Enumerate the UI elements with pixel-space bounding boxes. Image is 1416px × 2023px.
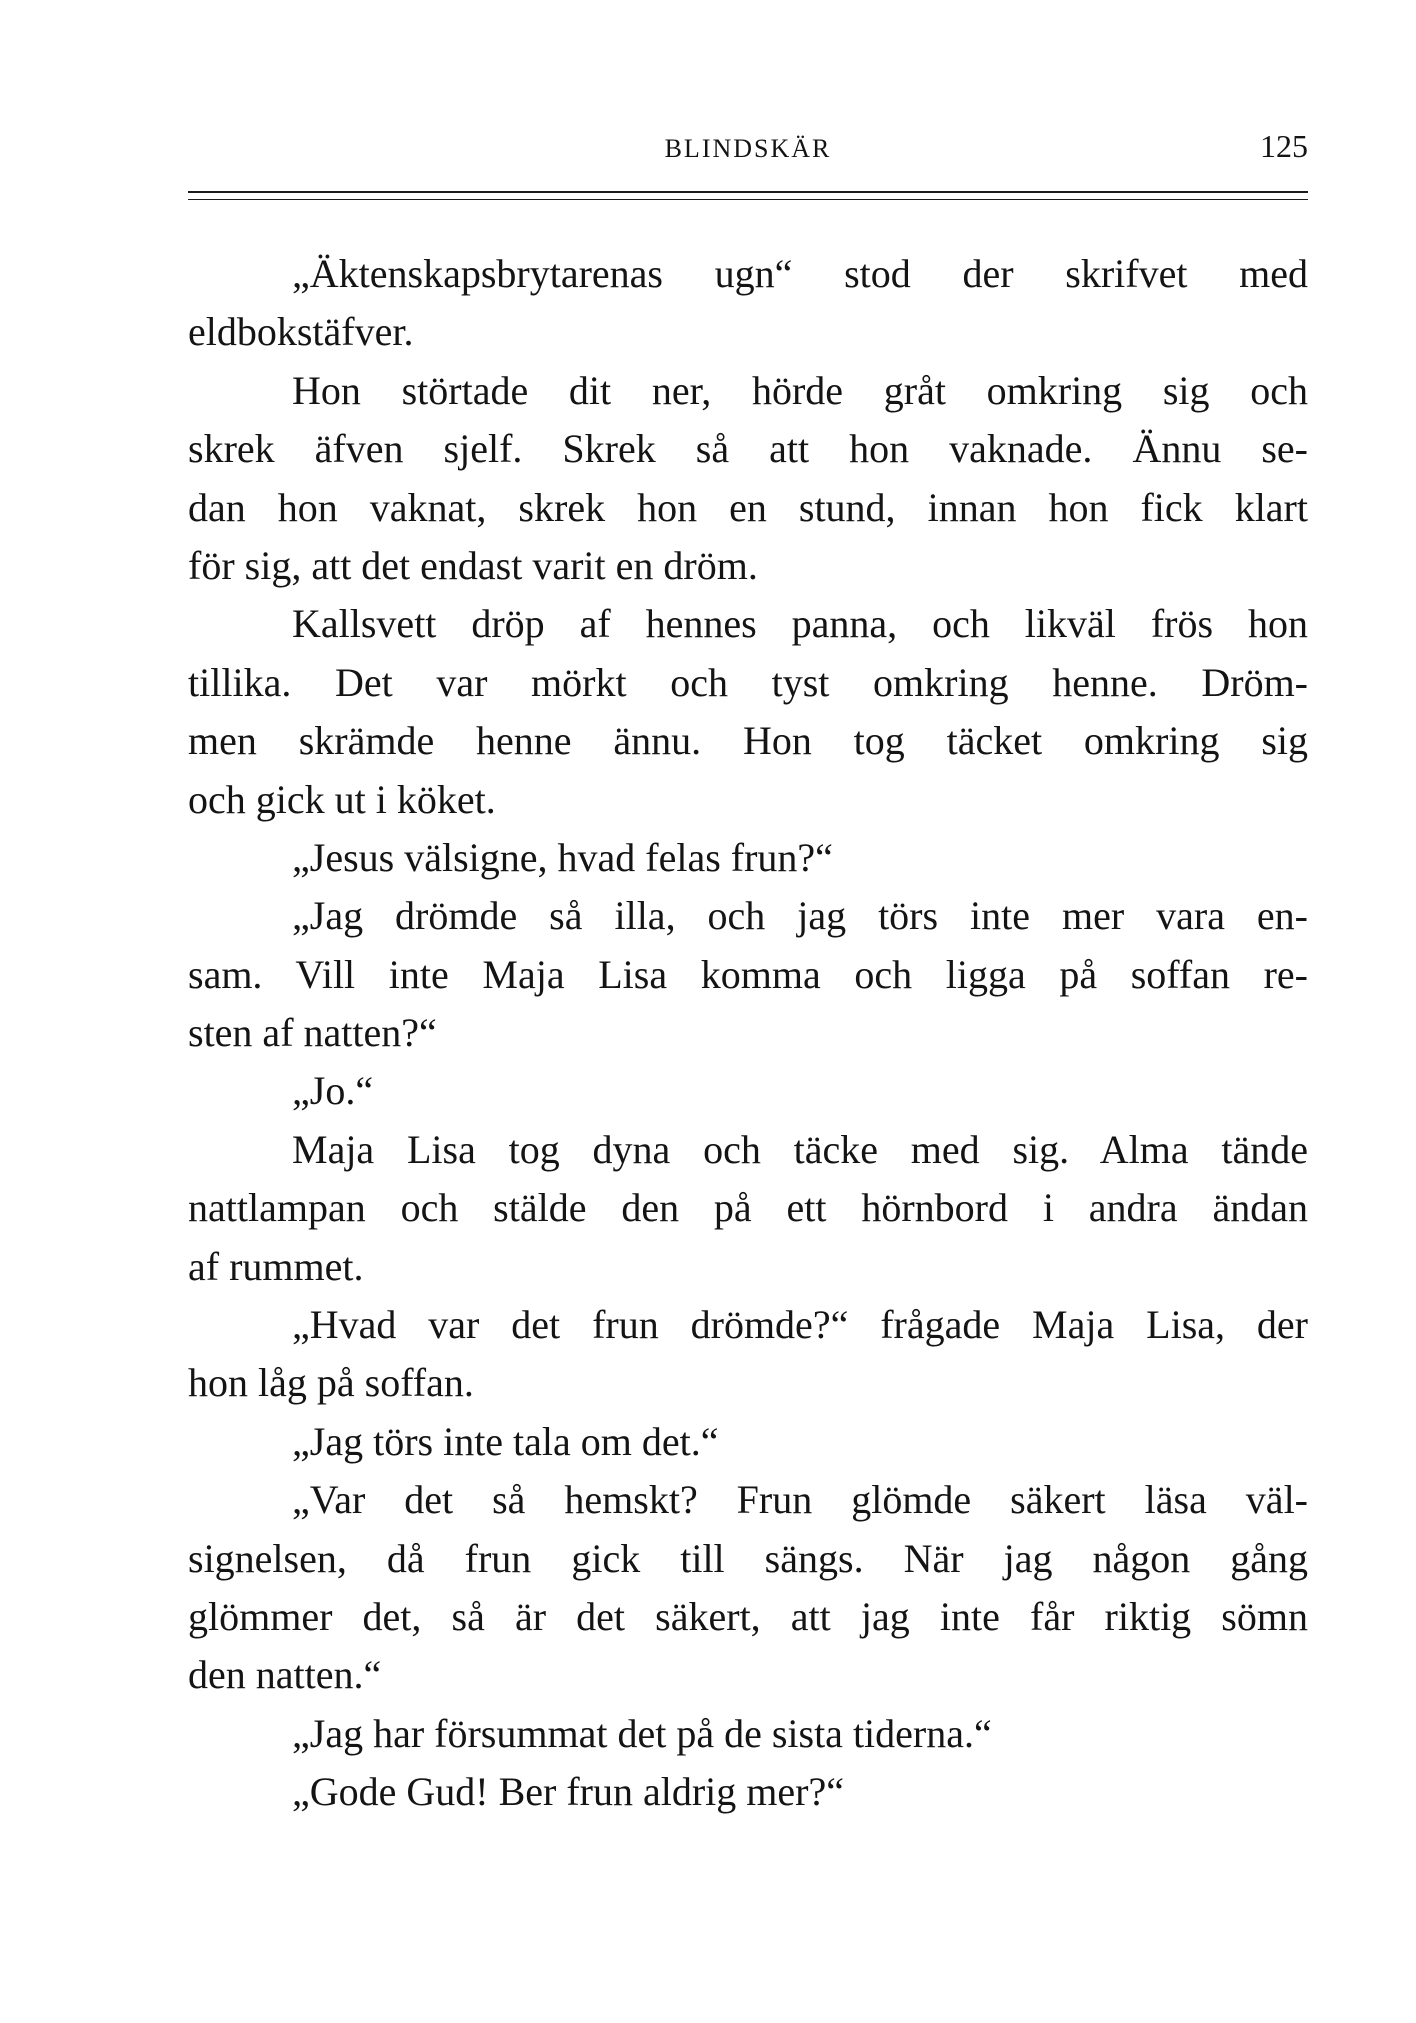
text-line: och gick ut i köket. — [188, 776, 496, 822]
text-line: men skrämde henne ännu. Hon tog täcket omkring sig — [188, 718, 1308, 764]
text-line: „Jag törs inte tala om det.“ — [292, 1418, 719, 1464]
running-head — [188, 128, 1308, 168]
text-line: den natten.“ — [188, 1652, 382, 1698]
header-rule-top — [188, 191, 1308, 193]
text-line: nattlampan och stälde den på ett hörnbord i andra ändan — [188, 1185, 1308, 1231]
text-line: dan hon vaknat, skrek hon en stund, innan hon fick klart — [188, 484, 1308, 530]
text-line: „Var det så hemskt? Frun glömde säkert läsa väl- — [292, 1477, 1308, 1523]
header-rule-bottom — [188, 199, 1308, 200]
text-line: för sig, att det endast varit en dröm. — [188, 542, 758, 588]
text-line: „Hvad var det frun drömde?“ frågade Maja Lisa, der — [292, 1302, 1308, 1348]
text-line: „Jesus välsigne, hvad felas frun?“ — [292, 834, 833, 880]
text-line: Kallsvett dröp af hennes panna, och likväl frös hon — [292, 601, 1308, 647]
text-line: eldbokstäfver. — [188, 309, 414, 355]
text-line: Hon störtade dit ner, hörde gråt omkring sig och — [292, 367, 1308, 413]
page-number: 125 — [1260, 128, 1308, 164]
text-line: glömmer det, så är det säkert, att jag inte får riktig sömn — [188, 1593, 1308, 1639]
text-line: skrek äfven sjelf. Skrek så att hon vaknade. Ännu se- — [188, 426, 1308, 472]
body-text — [188, 245, 1308, 1822]
text-line: „Jo.“ — [292, 1068, 374, 1114]
text-line: hon låg på soffan. — [188, 1360, 474, 1406]
text-line: sten af natten?“ — [188, 1010, 437, 1056]
text-line: signelsen, då frun gick till sängs. När jag någon gång — [188, 1535, 1308, 1581]
text-line: af rummet. — [188, 1243, 364, 1289]
text-line: „Gode Gud! Ber frun aldrig mer?“ — [292, 1769, 844, 1815]
text-line: „Jag har försummat det på de sista tiderna.“ — [292, 1710, 992, 1756]
text-line: tillika. Det var mörkt och tyst omkring henne. Dröm- — [188, 659, 1308, 705]
text-line: Maja Lisa tog dyna och täcke med sig. Alma tände — [292, 1126, 1308, 1172]
text-line: „Äktenskapsbrytarenas ugn“ stod der skrifvet med — [292, 251, 1308, 296]
text-line: „Jag drömde så illa, och jag törs inte mer vara en- — [292, 893, 1308, 939]
text-line: sam. Vill inte Maja Lisa komma och ligga på soffan re- — [188, 951, 1308, 997]
running-title: BLINDSKÄR — [664, 134, 832, 163]
